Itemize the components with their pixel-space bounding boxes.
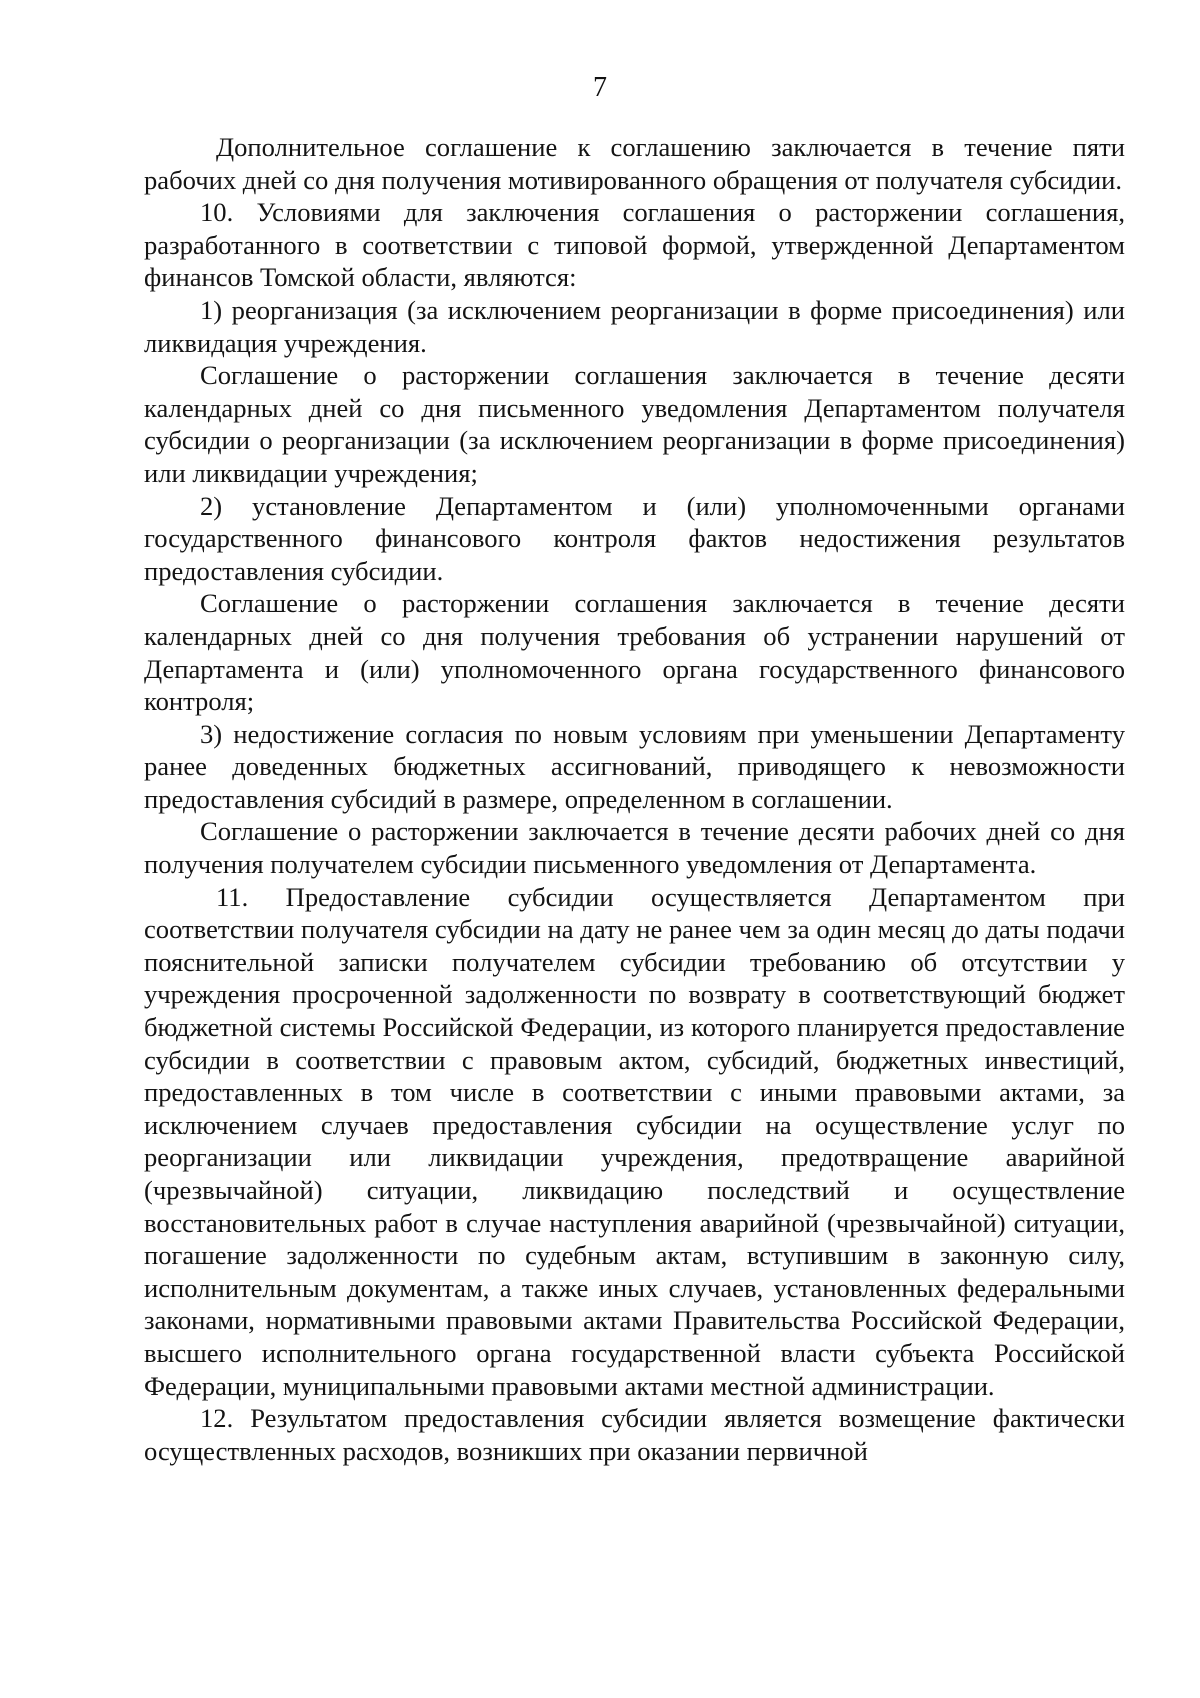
document-body (144, 131, 1125, 1467)
paragraph-condition-3-term: Соглашение о расторжении заключается в течение десяти рабочих дней со дня получения получателем субсидии письменного уведомления от Департамента. (144, 816, 1125, 880)
paragraph-item-11: 11. Предоставление субсидии осуществляется Департаментом при соответствии получателя субсидии на дату не ранее чем за один месяц до даты подачи пояснительной записки получателем субсидии требованию об отсутствии у учреждения просроченной задолженности по возврату в соответствующий бюджет бюджетной системы Российской Федерации, из которого планируется предоставление субсидии в соответствии с правовым актом, субсидий, бюджетных инвестиций, предоставленных в том числе в соответствии с иными правовыми актами, за исключением случаев предоставления субсидии на осуществление услуг по реорганизации или ликвидации учреждения, предотвращение аварийной (чрезвычайной) ситуации, ликвидацию последствий и осуществление восстановительных работ в случае наступления аварийной (чрезвычайной) ситуации, погашение задолженности по судебным актам, вступившим в законную силу, исполнительным документам, а также иных случаев, установленных федеральными законами, нормативными правовыми актами Правительства Российской Федерации, высшего исполнительного органа государственной власти субъекта Российской Федерации, муниципальными правовыми актами местной администрации. (144, 881, 1125, 1401)
paragraph-condition-2-term: Соглашение о расторжении соглашения заключается в течение десяти календарных дней со дня получения требования об устранении нарушений от Департамента и (или) уполномоченного органа государственного финансового контроля; (144, 588, 1125, 717)
paragraph-item-12: 12. Результатом предоставления субсидии является возмещение фактически осуществленных расходов, возникших при оказании первичной (144, 1403, 1125, 1466)
paragraph-item-10: 10. Условиями для заключения соглашения о расторжении соглашения, разработанного в соответствии с типовой формой, утвержденной Департаментом финансов Томской области, являются: (144, 197, 1125, 293)
paragraph-condition-1-term: Соглашение о расторжении соглашения заключается в течение десяти календарных дней со дня письменного уведомления Департаментом получателя субсидии о реорганизации (за исключением реорганизации в форме присоединения) или ликвидации учреждения; (144, 360, 1125, 488)
paragraph-condition-2: 2) установление Департаментом и (или) уполномоченными органами государственного финансового контроля фактов недостижения результатов предоставления субсидии. (144, 490, 1125, 586)
page-number: 7 (593, 72, 607, 103)
paragraph-condition-3: 3) недостижение согласия по новым условиям при уменьшении Департаменту ранее доведенных бюджетных ассигнований, приводящего к невозможности предоставления субсидий в размере, определенном в соглашении. (144, 718, 1125, 814)
paragraph-additional-agreement: Дополнительное соглашение к соглашению заключается в течение пяти рабочих дней со дня получения мотивированного обращения от получателя субсидии. (144, 132, 1125, 195)
paragraph-condition-1: 1) реорганизация (за исключением реорганизации в форме присоединения) или ликвидация учреждения. (144, 294, 1125, 358)
